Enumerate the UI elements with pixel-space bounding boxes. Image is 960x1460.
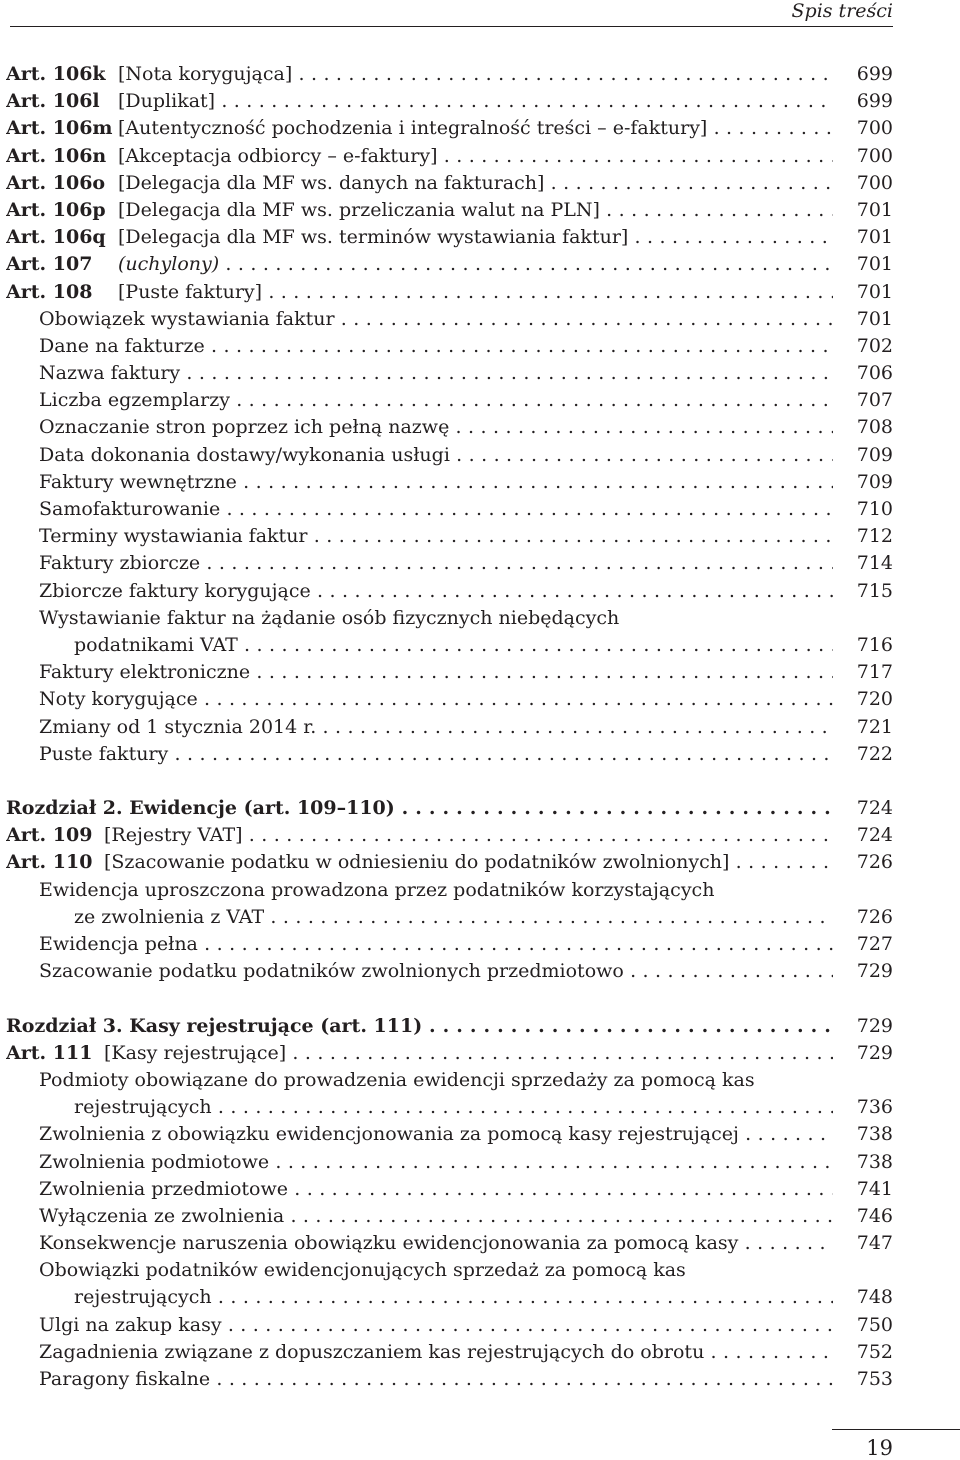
toc-entry[interactable] bbox=[6, 1366, 893, 1393]
page-ref: 701 bbox=[856, 280, 893, 303]
page-ref: 716 bbox=[856, 633, 893, 656]
page-ref: 700 bbox=[856, 171, 893, 194]
toc-entry[interactable] bbox=[6, 387, 893, 414]
toc-entry[interactable] bbox=[6, 931, 893, 958]
page-ref: 712 bbox=[856, 525, 893, 548]
entry-title-continued: ze zwolnienia z VAT bbox=[74, 905, 265, 928]
footer-rule bbox=[832, 1429, 960, 1430]
toc-entry[interactable] bbox=[6, 741, 893, 768]
page-ref: 741 bbox=[856, 1177, 893, 1200]
entry-title: [Kasy rejestrujące] bbox=[104, 1041, 287, 1064]
toc-entry[interactable] bbox=[6, 306, 893, 333]
page-ref: 729 bbox=[856, 1041, 893, 1064]
page-ref: 707 bbox=[856, 389, 893, 412]
page-ref: 750 bbox=[856, 1313, 893, 1336]
toc-entry[interactable] bbox=[6, 496, 893, 523]
toc-entry[interactable] bbox=[6, 333, 893, 360]
table-of-contents bbox=[6, 61, 893, 1393]
chapter-title: Ewidencje (art. 109–110) bbox=[129, 797, 395, 820]
toc-entry-continuation[interactable] bbox=[6, 1094, 893, 1121]
entry-title: [Delegacja dla MF ws. danych na fakturach] bbox=[118, 171, 545, 194]
page-ref: 714 bbox=[856, 552, 893, 575]
toc-entry-art-107[interactable] bbox=[6, 251, 893, 278]
entry-title-continued: rejestrujących bbox=[74, 1286, 212, 1309]
entry-title: Konsekwencje naruszenia obowiązku ewidencjonowania za pomocą kasy bbox=[39, 1232, 739, 1255]
entry-title-continued: podatnikami VAT bbox=[74, 633, 238, 656]
toc-entry-art-106q[interactable] bbox=[6, 224, 893, 251]
page-ref: 706 bbox=[856, 362, 893, 385]
entry-title: Oznaczanie stron poprzez ich pełną nazwę bbox=[39, 416, 450, 439]
page-ref: 724 bbox=[856, 824, 893, 847]
toc-entry[interactable] bbox=[6, 578, 893, 605]
toc-entry[interactable] bbox=[6, 1121, 893, 1148]
entry-title-continued: rejestrujących bbox=[74, 1096, 212, 1119]
article-number: Art. 106n bbox=[6, 144, 107, 167]
toc-entry[interactable] bbox=[6, 360, 893, 387]
entry-title: Faktury zbiorcze bbox=[39, 552, 201, 575]
page-ref: 747 bbox=[856, 1232, 893, 1255]
toc-entry[interactable] bbox=[6, 1149, 893, 1176]
toc-entry[interactable] bbox=[6, 1203, 893, 1230]
entry-title: Faktury elektroniczne bbox=[39, 661, 251, 684]
entry-title: Ewidencja uproszczona prowadzona przez podatników korzystających bbox=[39, 878, 715, 901]
page-ref: 720 bbox=[856, 688, 893, 711]
article-number: Art. 106p bbox=[6, 198, 106, 221]
entry-title: Ewidencja pełna bbox=[39, 933, 198, 955]
toc-entry-art-109[interactable] bbox=[6, 822, 893, 849]
entry-title: Ulgi na zakup kasy bbox=[39, 1313, 222, 1336]
article-number: Art. 106l bbox=[6, 90, 100, 113]
page-ref: 701 bbox=[856, 198, 893, 221]
toc-entry[interactable] bbox=[6, 1339, 893, 1366]
toc-entry-continuation[interactable] bbox=[6, 904, 893, 931]
toc-entry-first-line[interactable] bbox=[6, 1257, 893, 1284]
entry-title: [Akceptacja odbiorcy – e-faktury] bbox=[118, 144, 438, 167]
page-ref: 721 bbox=[856, 715, 893, 738]
entry-title: Zbiorcze faktury korygujące bbox=[39, 579, 311, 602]
chapter-title: Kasy rejestrujące (art. 111) bbox=[129, 1014, 423, 1037]
entry-title: Obowiązki podatników ewidencjonujących sprzedaż za pomocą kas bbox=[39, 1259, 686, 1282]
toc-entry[interactable] bbox=[6, 958, 893, 985]
article-number: Art. 106o bbox=[6, 171, 106, 194]
article-number: Art. 106m bbox=[6, 117, 113, 140]
page-ref: 736 bbox=[856, 1096, 893, 1119]
page-ref: 729 bbox=[856, 960, 893, 983]
page-ref: 701 bbox=[856, 307, 893, 330]
toc-entry-art-110[interactable] bbox=[6, 849, 893, 876]
entry-title: [Delegacja dla MF ws. terminów wystawiania faktur] bbox=[118, 226, 629, 249]
toc-entry[interactable] bbox=[6, 469, 893, 496]
article-number: Art. 107 bbox=[6, 253, 93, 276]
entry-title: Obowiązek wystawiania faktur bbox=[39, 307, 335, 330]
toc-entry[interactable] bbox=[6, 686, 893, 713]
article-number: Art. 106q bbox=[6, 226, 106, 249]
toc-entry[interactable] bbox=[6, 550, 893, 577]
toc-entry-art-106o[interactable] bbox=[6, 170, 893, 197]
entry-title: Zwolnienia z obowiązku ewidencjonowania za pomocą kasy rejestrującej bbox=[39, 1123, 739, 1146]
header-rule bbox=[10, 26, 893, 27]
page-ref: 710 bbox=[856, 498, 893, 520]
article-number: Art. 109 bbox=[6, 824, 93, 847]
entry-title: [Duplikat] bbox=[118, 90, 216, 113]
article-number: Art. 110 bbox=[6, 851, 93, 874]
toc-entry[interactable] bbox=[6, 1230, 893, 1257]
toc-entry[interactable] bbox=[6, 659, 893, 686]
page-ref: 724 bbox=[856, 797, 893, 820]
page-ref: 699 bbox=[856, 63, 893, 85]
page-ref: 752 bbox=[856, 1340, 893, 1363]
page-ref: 738 bbox=[856, 1123, 893, 1146]
page-ref: 748 bbox=[856, 1286, 893, 1309]
entry-title: Liczba egzemplarzy bbox=[39, 389, 230, 412]
running-head-title: Spis treści bbox=[791, 0, 893, 22]
entry-title: Paragony fiskalne bbox=[39, 1368, 211, 1390]
toc-entry-continuation[interactable] bbox=[6, 632, 893, 659]
entry-title: Faktury wewnętrzne bbox=[39, 470, 237, 493]
entry-title: Wyłączenia ze zwolnienia bbox=[39, 1204, 285, 1227]
toc-entry-art-106k[interactable] bbox=[6, 61, 893, 88]
toc-entry[interactable] bbox=[6, 714, 893, 741]
toc-entry[interactable] bbox=[6, 442, 893, 469]
toc-entry[interactable] bbox=[6, 1312, 893, 1339]
toc-entry-art-106p[interactable] bbox=[6, 197, 893, 224]
toc-entry-art-106n[interactable] bbox=[6, 143, 893, 170]
entry-title: Wystawianie faktur na żądanie osób fizycznych niebędących bbox=[39, 606, 620, 629]
page-ref: 709 bbox=[856, 470, 893, 493]
entry-title: [Nota korygująca] bbox=[118, 63, 293, 85]
page-ref: 717 bbox=[856, 661, 893, 684]
page-ref: 726 bbox=[856, 905, 893, 928]
article-number: Art. 108 bbox=[6, 280, 93, 303]
entry-title: Zwolnienia przedmiotowe bbox=[39, 1177, 288, 1200]
toc-entry-continuation[interactable] bbox=[6, 1284, 893, 1311]
entry-title: [Rejestry VAT] bbox=[104, 824, 243, 847]
page-number: 19 bbox=[866, 1436, 893, 1460]
page-ref: 699 bbox=[856, 90, 893, 113]
entry-title: Zwolnienia podmiotowe bbox=[39, 1150, 270, 1173]
page-ref: 738 bbox=[856, 1150, 893, 1173]
page-ref: 722 bbox=[856, 742, 893, 765]
page-ref: 715 bbox=[856, 579, 893, 602]
toc-entry-art-111[interactable] bbox=[6, 1040, 893, 1067]
toc-chapter-2[interactable] bbox=[6, 795, 893, 822]
entry-title: Terminy wystawiania faktur bbox=[39, 525, 308, 548]
page-ref: 701 bbox=[856, 253, 893, 276]
toc-entry[interactable] bbox=[6, 523, 893, 550]
toc-entry-art-106m[interactable] bbox=[6, 115, 893, 142]
toc-entry[interactable] bbox=[6, 1176, 893, 1203]
entry-title: [Puste faktury] bbox=[118, 280, 263, 303]
page-ref: 709 bbox=[856, 443, 893, 466]
entry-title: Puste faktury bbox=[39, 742, 169, 765]
page-ref: 726 bbox=[856, 851, 893, 874]
page-ref: 753 bbox=[856, 1368, 893, 1390]
entry-title: Szacowanie podatku podatników zwolnionych przedmiotowo bbox=[39, 960, 624, 983]
toc-entry-first-line[interactable] bbox=[6, 1067, 893, 1094]
entry-title: (uchylony) bbox=[118, 253, 220, 276]
page-ref: 700 bbox=[856, 117, 893, 140]
page-ref: 746 bbox=[856, 1204, 893, 1227]
page-ref: 701 bbox=[856, 226, 893, 249]
entry-title: Samofakturowanie bbox=[39, 498, 221, 520]
page-ref: 708 bbox=[856, 416, 893, 439]
page-ref: 702 bbox=[856, 334, 893, 357]
toc-chapter-3[interactable] bbox=[6, 1013, 893, 1040]
article-number: Art. 111 bbox=[6, 1041, 93, 1064]
toc-entry-art-108[interactable] bbox=[6, 279, 893, 306]
toc-entry-art-106l[interactable] bbox=[6, 88, 893, 115]
page-ref: 727 bbox=[856, 933, 893, 955]
entry-title: Noty korygujące bbox=[39, 688, 198, 711]
entry-title: Podmioty obowiązane do prowadzenia ewidencji sprzedaży za pomocą kas bbox=[39, 1068, 755, 1091]
chapter-label: Rozdział 2. bbox=[6, 797, 123, 820]
chapter-label: Rozdział 3. bbox=[6, 1014, 123, 1037]
entry-title: [Delegacja dla MF ws. przeliczania walut na PLN] bbox=[118, 198, 600, 221]
entry-title: Nazwa faktury bbox=[39, 362, 181, 385]
entry-title: [Autentyczność pochodzenia i integralność treści – e-faktury] bbox=[118, 117, 708, 140]
entry-title: [Szacowanie podatku w odniesieniu do podatników zwolnionych] bbox=[104, 851, 730, 874]
page-ref: 729 bbox=[856, 1014, 893, 1037]
entry-title: Data dokonania dostawy/wykonania usługi bbox=[39, 443, 450, 466]
toc-entry-first-line[interactable] bbox=[6, 877, 893, 904]
entry-title: Zagadnienia związane z dopuszczaniem kas rejestrujących do obrotu bbox=[39, 1340, 705, 1363]
entry-title: Dane na fakturze bbox=[39, 334, 205, 357]
toc-entry-first-line[interactable] bbox=[6, 605, 893, 632]
toc-entry[interactable] bbox=[6, 414, 893, 441]
entry-title: Zmiany od 1 stycznia 2014 r. bbox=[39, 715, 317, 738]
page-ref: 700 bbox=[856, 144, 893, 167]
article-number: Art. 106k bbox=[6, 63, 106, 85]
